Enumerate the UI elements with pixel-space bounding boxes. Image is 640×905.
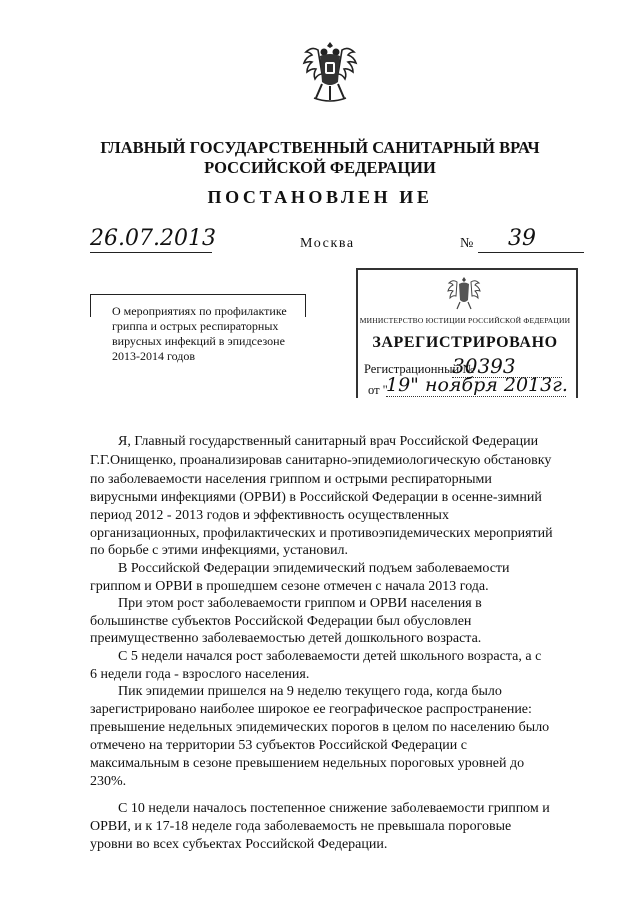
body-line: период 2012 - 2013 годов и эффективность осуществленных [90, 508, 449, 523]
subject-line: 2013-2014 годов [112, 349, 196, 363]
body-line: 230%. [90, 774, 127, 789]
stamp-from-label: от " [368, 383, 388, 397]
body-line: гриппом и ОРВИ в прошедшем сезоне отмечен с начала 2013 года. [90, 579, 489, 594]
stamp-emblem-icon [446, 274, 482, 312]
stamp-ministry: МИНИСТЕРСТВО ЮСТИЦИИ РОССИЙСКОЙ ФЕДЕРАЦИИ [359, 316, 571, 325]
stamp-registered: ЗАРЕГИСТРИРОВАНО [372, 334, 558, 351]
body-line: зарегистрировано наиболее широкое ее географическое распространение: [90, 702, 532, 717]
body-line: Г.Г.Онищенко, проанализировав санитарно-эпидемиологическую обстановку [90, 453, 552, 468]
body-line: по борьбе с этими инфекциями, установил. [90, 543, 348, 558]
body-line: отмечено на территории 53 субъектов Российской Федерации с [90, 738, 467, 753]
document-date: 26.07.2013 [90, 226, 216, 251]
header-title-line2: РОССИЙСКОЙ ФЕДЕРАЦИИ [204, 158, 436, 177]
document-city: Москва [300, 236, 355, 251]
body-line: ОРВИ, и к 17-18 неделе года заболеваемость не превышала пороговые [90, 819, 512, 834]
body-line: Пик эпидемии пришелся на 9 неделю текущего года, когда было [118, 684, 502, 699]
subject-line: О мероприятиях по профилактике [112, 304, 287, 318]
stamp-reg-number: 30393 [452, 355, 562, 378]
document-type: ПОСТАНОВЛЕН ИЕ [207, 187, 433, 207]
body-line: С 10 недели началось постепенное снижение заболеваемости гриппом и [118, 801, 550, 816]
body-line: преимущественно заболеваемостью детей дошкольного возраста. [90, 631, 482, 646]
subject-line: гриппа и острых респираторных [112, 319, 279, 333]
header-title-line1: ГЛАВНЫЙ ГОСУДАРСТВЕННЫЙ САНИТАРНЫЙ ВРАЧ [100, 138, 540, 157]
subject-line: вирусных инфекций в эпидсезоне [112, 334, 285, 348]
body-line: уровни во всех субъектах Российской Федерации. [90, 837, 388, 852]
body-line: Я, Главный государственный санитарный врач Российской Федерации [118, 434, 539, 449]
body-line: по заболеваемости населения гриппом и острыми респираторными [90, 472, 492, 487]
stamp-reg-label: Регистрационный № [364, 362, 475, 376]
stamp-reg-date: 19" ноября 2013г. [386, 374, 568, 396]
body-line: В Российской Федерации эпидемический подъем заболеваемости [118, 561, 510, 576]
body-line: вирусными инфекциями (ОРВИ) в Российской Федерации в осенне-зимний [90, 490, 542, 505]
body-line: максимальным в сезоне превышением недельных пороговых уровней до [90, 756, 525, 771]
body-line: При этом рост заболеваемости гриппом и ОРВИ населения в [118, 596, 482, 611]
document-number: 39 [478, 226, 584, 253]
body-line: С 5 недели начался рост заболеваемости детей школьного возраста, а с [118, 649, 542, 664]
body-line: 6 недели года - взрослого населения. [90, 667, 310, 682]
coat-of-arms-icon [298, 38, 362, 108]
body-line: большинстве субъектов Российской Федерации был обусловлен [90, 614, 472, 629]
number-label: № [460, 236, 474, 251]
body-line: организационных, профилактических и противоэпидемических мероприятий [90, 526, 553, 541]
body-line: превышение недельных эпидемических порогов в целом по населению было [90, 720, 550, 735]
